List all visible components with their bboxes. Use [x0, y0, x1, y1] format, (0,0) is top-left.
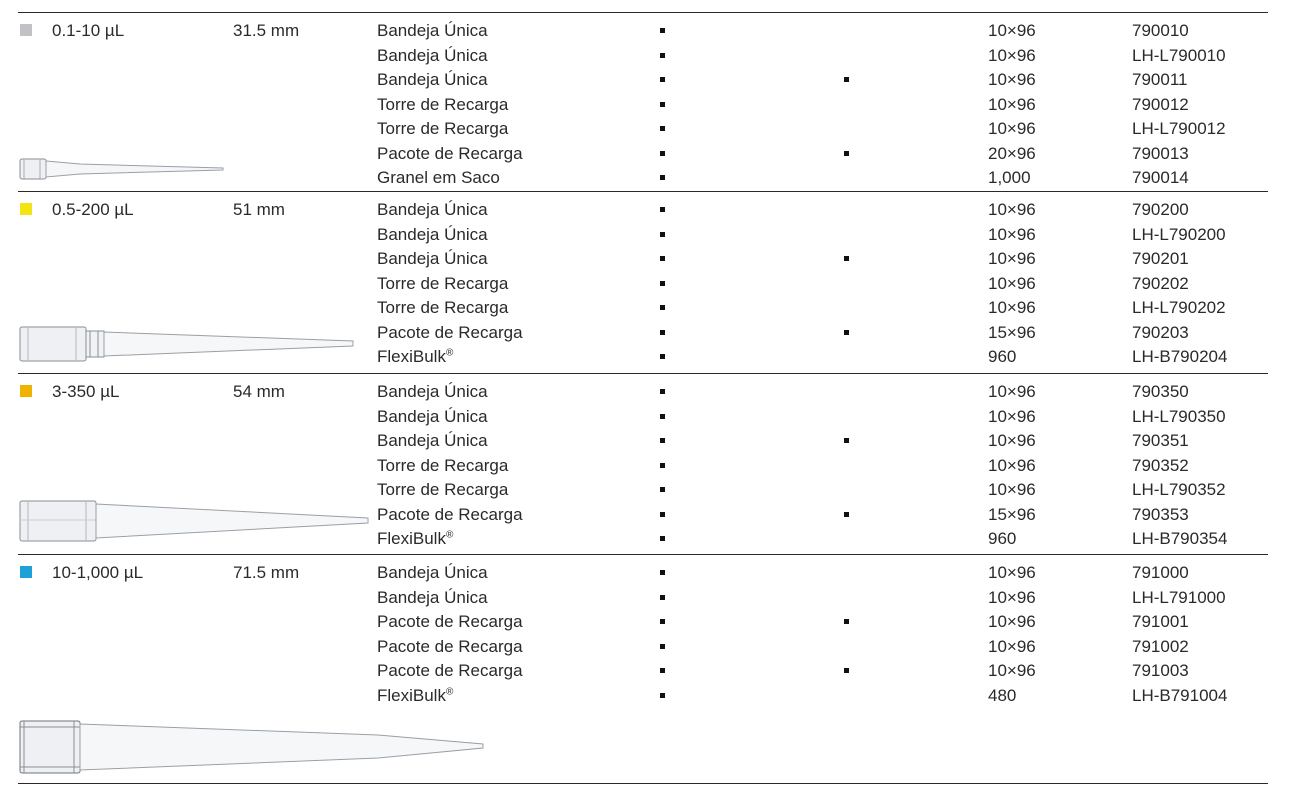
packaging-type [377, 529, 453, 549]
availability-dot [660, 175, 665, 180]
catalog-number: 790201 [1132, 249, 1189, 268]
pipette-tip-drawing [18, 319, 363, 369]
volume-range: 0.1-10 µL [52, 21, 125, 40]
quantity: 10×96 [988, 406, 1036, 426]
packaging-label: Bandeja Única [377, 563, 488, 582]
quantity: 10×96 [988, 431, 1036, 450]
packaging-label: Bandeja Única [377, 224, 488, 244]
availability-dot [660, 668, 665, 673]
catalog-number: LH-L790010 [1132, 45, 1226, 65]
packaging-label: Bandeja Única [377, 406, 488, 426]
packaging-label: Pacote de Recarga [377, 636, 523, 656]
volume-range: 0.5-200 µL [52, 200, 134, 219]
option-dot [844, 330, 849, 335]
packaging-label: Pacote de Recarga [377, 504, 523, 524]
packaging-type [377, 274, 508, 294]
quantity: 10×96 [988, 94, 1036, 114]
packaging-type [377, 323, 523, 343]
packaging-type [377, 298, 508, 318]
option-dot [844, 151, 849, 156]
quantity: 10×96 [988, 563, 1036, 582]
packaging-type [377, 686, 453, 706]
availability-dot [660, 207, 665, 212]
packaging-label: Pacote de Recarga [377, 322, 523, 342]
quantity: 10×96 [988, 480, 1036, 499]
catalog-number: LH-L790200 [1132, 224, 1226, 244]
packaging-label: Torre de Recarga [377, 273, 509, 293]
availability-dot [660, 512, 665, 517]
tip-length: 31.5 mm [233, 21, 300, 40]
quantity: 10×96 [988, 224, 1036, 244]
catalog-number: 790203 [1132, 322, 1189, 342]
catalog-number: 790350 [1132, 382, 1189, 401]
table-row [0, 661, 1296, 686]
table-row [0, 563, 1296, 588]
packaging-type [377, 407, 488, 427]
table-row [0, 46, 1296, 71]
packaging-label: FlexiBulk [377, 529, 446, 548]
packaging-label: Bandeja Única [377, 70, 488, 89]
product-section [0, 191, 1296, 373]
catalog-number: LH-L790202 [1132, 298, 1226, 317]
availability-dot [660, 256, 665, 261]
packaging-label: Bandeja Única [377, 21, 488, 40]
quantity: 10×96 [988, 119, 1036, 138]
availability-dot [660, 536, 665, 541]
volume-range: 10-1,000 µL [52, 563, 144, 582]
pipette-tip-drawing [18, 717, 493, 777]
catalog-number: 790351 [1132, 431, 1189, 450]
registered-mark: ® [445, 347, 454, 359]
quantity: 10×96 [988, 200, 1036, 219]
table-row [0, 119, 1296, 144]
catalog-number: 790353 [1132, 504, 1189, 524]
catalog-number: 790013 [1132, 143, 1189, 163]
packaging-type [377, 200, 488, 220]
table-row [0, 686, 1296, 711]
table-row [0, 200, 1296, 225]
product-section [0, 12, 1296, 191]
quantity: 10×96 [988, 70, 1036, 89]
availability-dot [660, 619, 665, 624]
quantity: 15×96 [988, 322, 1036, 342]
table-row [0, 95, 1296, 120]
option-dot [844, 668, 849, 673]
packaging-type [377, 480, 508, 500]
quantity: 10×96 [988, 298, 1036, 317]
availability-dot [660, 151, 665, 156]
quantity: 1,000 [988, 168, 1031, 187]
table-row [0, 249, 1296, 274]
pipette-tip-drawing [18, 145, 238, 193]
catalog-number: LH-B791004 [1132, 685, 1228, 705]
availability-dot [660, 28, 665, 33]
availability-dot [660, 232, 665, 237]
section-divider [18, 783, 1268, 784]
packaging-label: Pacote de Recarga [377, 612, 523, 631]
quantity: 10×96 [988, 273, 1036, 293]
catalog-number: 790012 [1132, 94, 1189, 114]
catalog-number: 791003 [1132, 661, 1189, 680]
packaging-type [377, 119, 508, 139]
packaging-label: Bandeja Única [377, 587, 488, 607]
quantity: 10×96 [988, 587, 1036, 607]
packaging-type [377, 588, 488, 608]
quantity: 10×96 [988, 249, 1036, 268]
packaging-label: FlexiBulk [377, 685, 446, 705]
packaging-type [377, 661, 523, 681]
packaging-type [377, 46, 488, 66]
catalog-number: LH-B790204 [1132, 347, 1228, 366]
table-row [0, 382, 1296, 407]
packaging-label: Bandeja Única [377, 200, 488, 219]
pipette-tip-image [18, 319, 363, 374]
availability-dot [660, 595, 665, 600]
quantity: 10×96 [988, 382, 1036, 401]
availability-dot [660, 102, 665, 107]
packaging-type [377, 505, 523, 525]
packaging-label: Torre de Recarga [377, 298, 509, 317]
option-dot [844, 77, 849, 82]
quantity: 480 [988, 685, 1017, 705]
availability-dot [660, 330, 665, 335]
availability-dot [660, 281, 665, 286]
packaging-label: FlexiBulk [377, 347, 446, 366]
registered-mark: ® [445, 685, 454, 697]
table-row [0, 21, 1296, 46]
quantity: 960 [988, 347, 1017, 366]
packaging-type [377, 637, 523, 657]
table-row [0, 407, 1296, 432]
quantity: 10×96 [988, 661, 1036, 680]
packaging-type [377, 456, 508, 476]
quantity: 10×96 [988, 45, 1036, 65]
packaging-type [377, 168, 500, 188]
table-row [0, 456, 1296, 481]
volume-range: 3-350 µL [52, 382, 120, 401]
quantity: 10×96 [988, 21, 1036, 40]
catalog-number: 790010 [1132, 21, 1189, 40]
catalog-number: 790352 [1132, 455, 1189, 475]
packaging-label: Bandeja Única [377, 431, 488, 450]
availability-dot [660, 487, 665, 492]
catalog-number: LH-L790352 [1132, 480, 1226, 499]
table-row [0, 274, 1296, 299]
registered-mark: ® [445, 529, 454, 541]
packaging-type [377, 249, 488, 269]
table-row [0, 588, 1296, 613]
packaging-type [377, 95, 508, 115]
packaging-label: Torre de Recarga [377, 455, 509, 475]
packaging-label: Granel em Saco [377, 168, 500, 187]
packaging-type [377, 563, 488, 583]
packaging-label: Bandeja Única [377, 249, 488, 268]
quantity: 10×96 [988, 612, 1036, 631]
packaging-label: Torre de Recarga [377, 94, 509, 114]
availability-dot [660, 438, 665, 443]
packaging-label: Torre de Recarga [377, 119, 509, 138]
packaging-type [377, 382, 488, 402]
option-dot [844, 438, 849, 443]
availability-dot [660, 53, 665, 58]
availability-dot [660, 463, 665, 468]
option-dot [844, 619, 849, 624]
table-row [0, 431, 1296, 456]
packaging-type [377, 612, 523, 632]
packaging-type [377, 70, 488, 90]
packaging-type [377, 347, 453, 367]
packaging-type [377, 431, 488, 451]
table-row [0, 70, 1296, 95]
quantity: 960 [988, 529, 1017, 548]
pipette-tip-image [18, 496, 378, 551]
pipette-tip-drawing [18, 496, 378, 546]
table-row [0, 637, 1296, 662]
catalog-number: LH-L790350 [1132, 406, 1226, 426]
catalog-number: LH-L790012 [1132, 119, 1226, 138]
catalog-number: LH-B790354 [1132, 529, 1228, 548]
catalog-number: 790200 [1132, 200, 1189, 219]
packaging-type [377, 144, 523, 164]
catalog-number: LH-L791000 [1132, 587, 1226, 607]
tip-length: 51 mm [233, 200, 285, 219]
availability-dot [660, 389, 665, 394]
pipette-tip-image [18, 717, 493, 782]
product-section [0, 373, 1296, 554]
catalog-number: 790202 [1132, 273, 1189, 293]
packaging-label: Bandeja Única [377, 45, 488, 65]
catalog-number: 790014 [1132, 168, 1189, 187]
availability-dot [660, 354, 665, 359]
product-section [0, 554, 1296, 783]
packaging-type [377, 21, 488, 41]
availability-dot [660, 305, 665, 310]
packaging-label: Pacote de Recarga [377, 661, 523, 680]
table-row [0, 612, 1296, 637]
quantity: 20×96 [988, 143, 1036, 163]
catalog-number: 791002 [1132, 636, 1189, 656]
availability-dot [660, 644, 665, 649]
option-dot [844, 256, 849, 261]
availability-dot [660, 414, 665, 419]
packaging-label: Pacote de Recarga [377, 143, 523, 163]
table-row [0, 225, 1296, 250]
availability-dot [660, 126, 665, 131]
availability-dot [660, 77, 665, 82]
tip-length: 54 mm [233, 382, 285, 401]
quantity: 15×96 [988, 504, 1036, 524]
catalog-number: 790011 [1132, 70, 1188, 89]
availability-dot [660, 693, 665, 698]
quantity: 10×96 [988, 455, 1036, 475]
packaging-type [377, 225, 488, 245]
option-dot [844, 512, 849, 517]
packaging-label: Torre de Recarga [377, 480, 509, 499]
catalog-number: 791000 [1132, 563, 1189, 582]
catalog-number: 791001 [1132, 612, 1189, 631]
availability-dot [660, 570, 665, 575]
quantity: 10×96 [988, 636, 1036, 656]
tip-length: 71.5 mm [233, 563, 300, 582]
packaging-label: Bandeja Única [377, 382, 488, 401]
